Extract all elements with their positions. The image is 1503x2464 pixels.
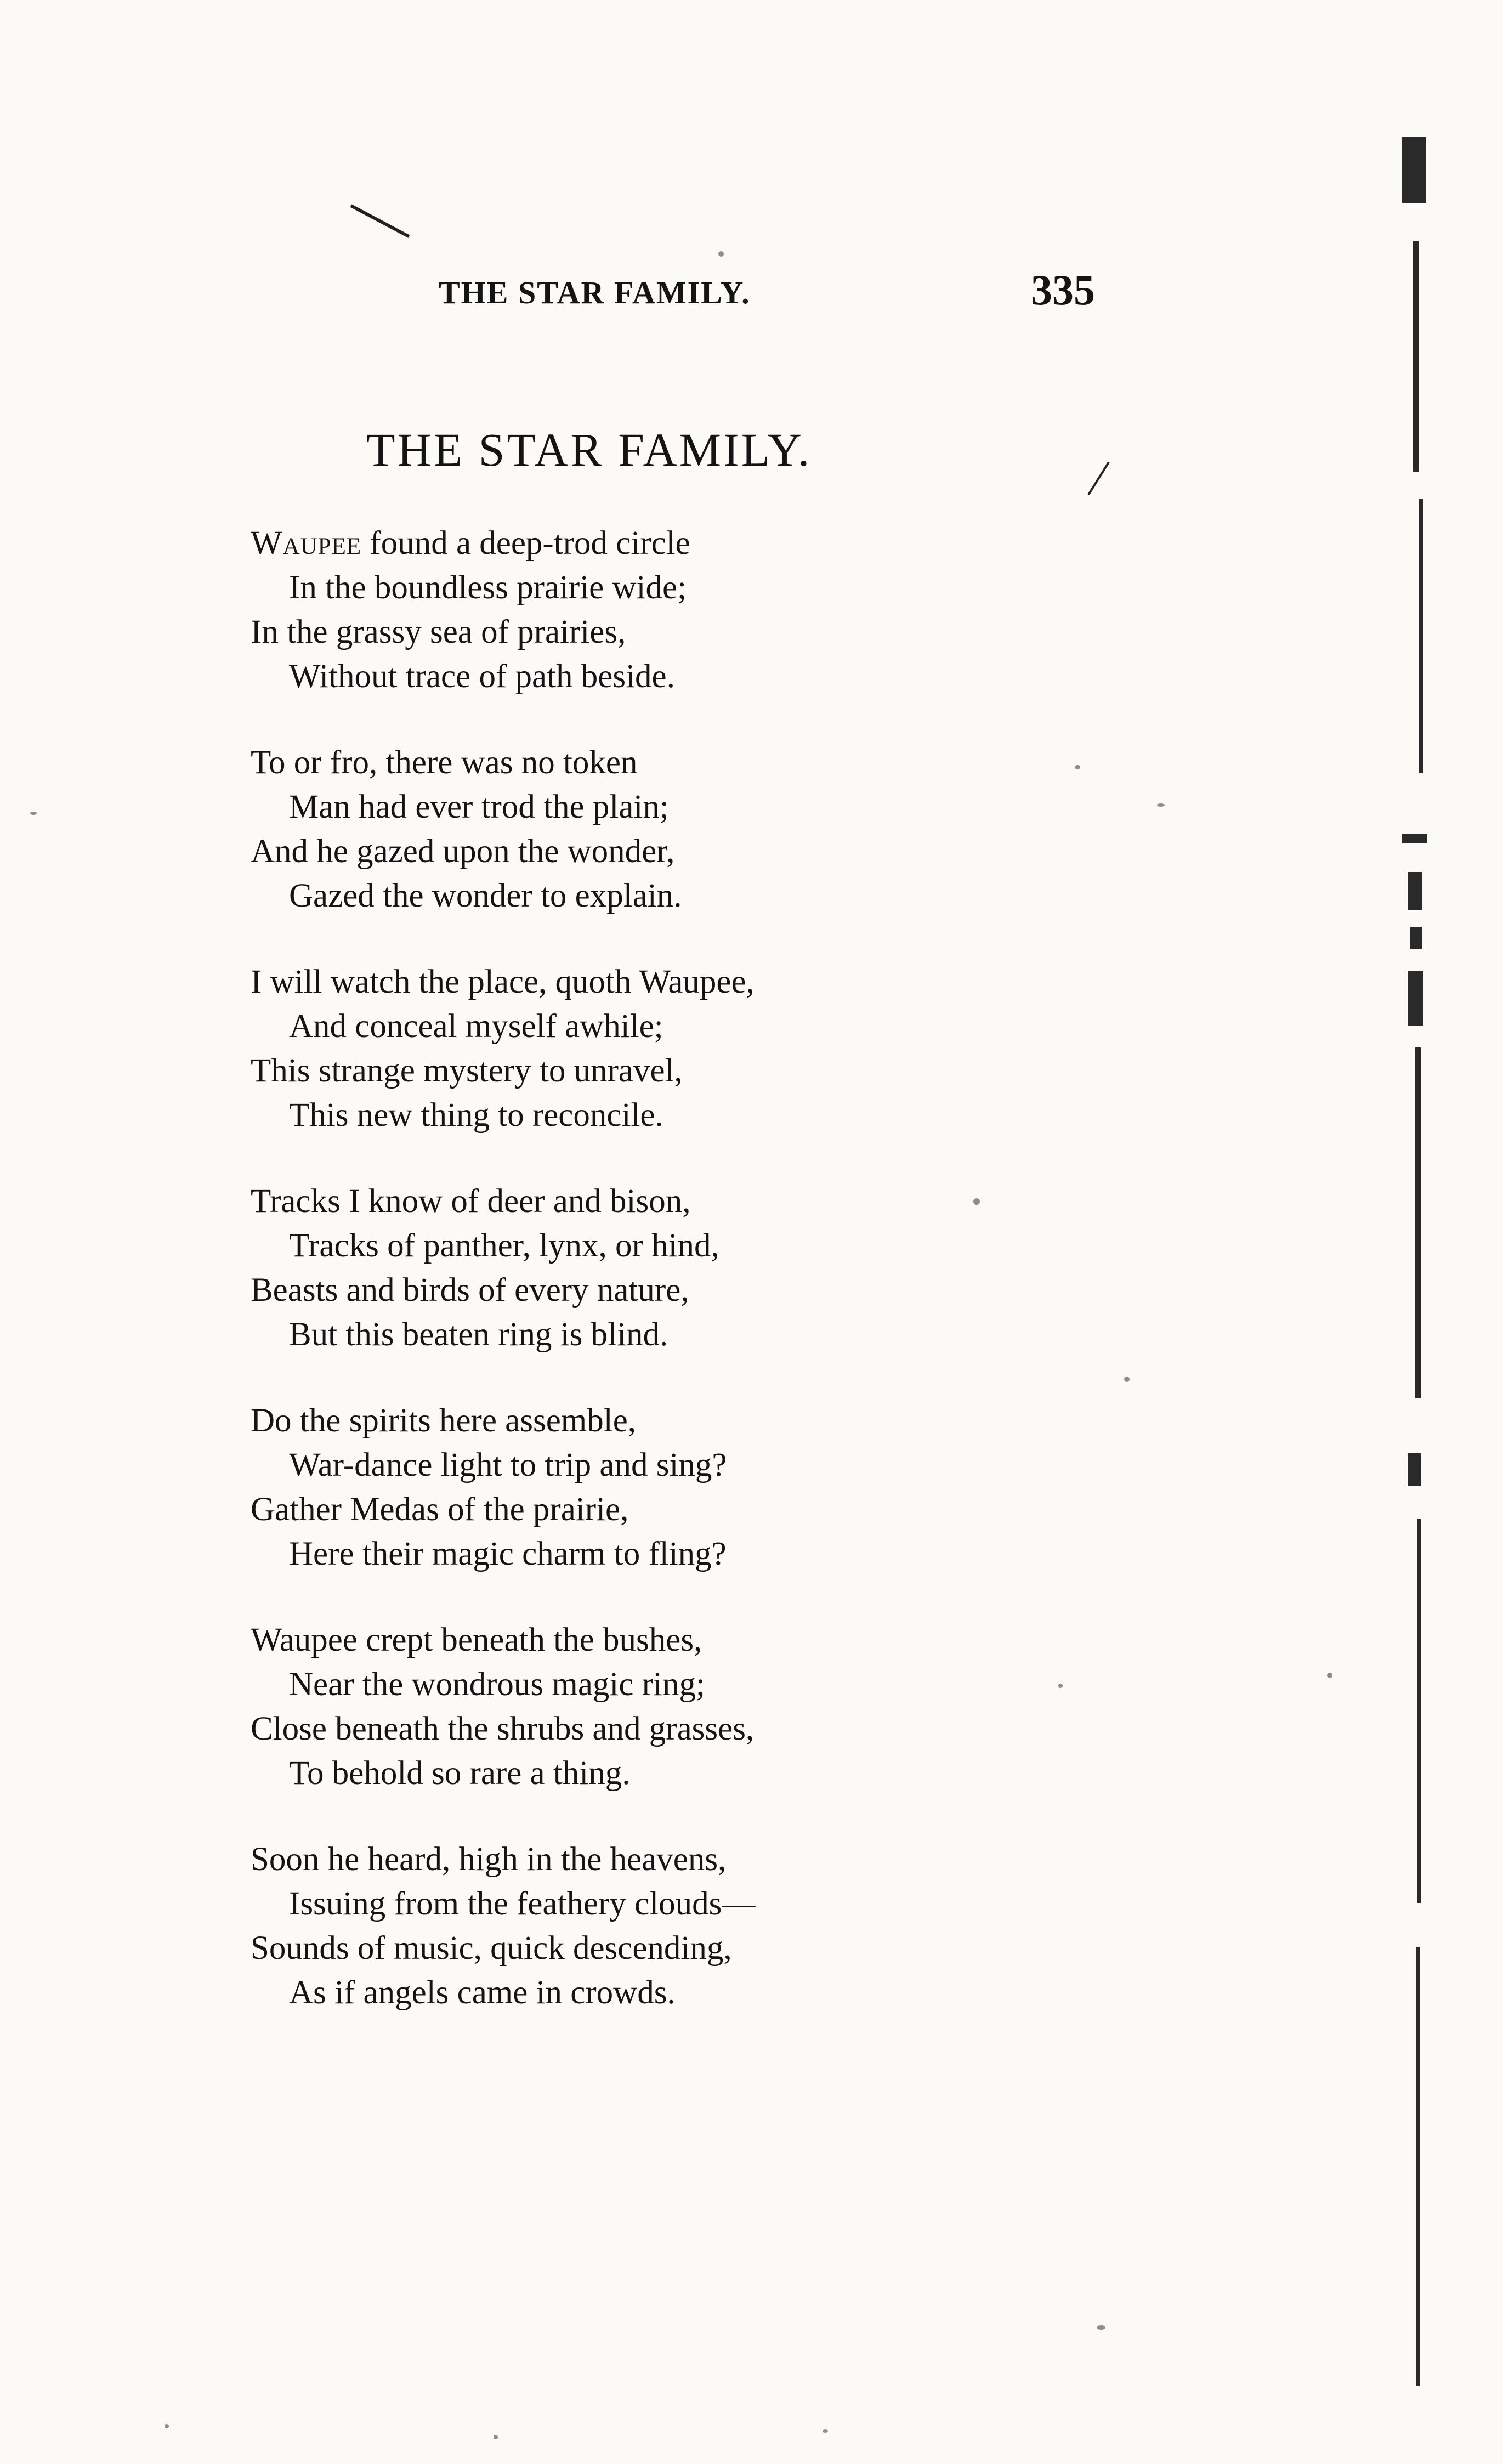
poem-line: And he gazed upon the wonder, xyxy=(251,833,675,870)
stanza xyxy=(251,521,1238,699)
poem-title: THE STAR FAMILY. xyxy=(366,423,812,476)
poem-line: Beasts and birds of every nature, xyxy=(251,1272,689,1309)
poem-line: Man had ever trod the plain; xyxy=(289,789,669,825)
poem-line: Tracks I know of deer and bison, xyxy=(251,1183,691,1220)
poem-line: This strange mystery to unravel, xyxy=(251,1052,683,1089)
poem-line: I will watch the place, quoth Waupee, xyxy=(251,964,755,1000)
speckle xyxy=(1327,1673,1332,1678)
speckle xyxy=(718,251,724,257)
speckle xyxy=(1097,2325,1105,2330)
poem-line: Do the spirits here assemble, xyxy=(251,1402,637,1439)
ink-mark xyxy=(1087,462,1109,495)
poem-line: Close beneath the shrubs and grasses, xyxy=(251,1710,755,1747)
stanza xyxy=(251,1179,1238,1357)
stanza xyxy=(251,1837,1238,2015)
poem-line: This new thing to reconcile. xyxy=(289,1097,663,1134)
poem-line: Without trace of path beside. xyxy=(289,658,675,695)
speckle xyxy=(823,2429,828,2433)
poem-line: Tracks of panther, lynx, or hind, xyxy=(289,1227,719,1264)
stanza xyxy=(251,1618,1238,1795)
poem-line: And conceal myself awhile; xyxy=(289,1008,663,1045)
binding-edge xyxy=(1402,115,1437,2391)
ink-mark xyxy=(350,204,410,238)
poem-line: Waupee crept beneath the bushes, xyxy=(251,1622,702,1658)
poem-line-text: found a deep-trod circle xyxy=(361,525,690,562)
poem-line xyxy=(251,521,1238,565)
poem-line: As if angels came in crowds. xyxy=(289,1974,676,2011)
speckle xyxy=(30,812,37,815)
poem-line: Soon he heard, high in the heavens, xyxy=(251,1841,727,1878)
first-word: Waupee xyxy=(251,525,362,562)
stanza xyxy=(251,960,1238,1137)
poem-line: Sounds of music, quick descending, xyxy=(251,1930,732,1967)
stanza xyxy=(251,740,1238,918)
poem-line: Gazed the wonder to explain. xyxy=(289,877,682,914)
poem-line: But this beaten ring is blind. xyxy=(289,1316,668,1353)
poem-line: Gather Medas of the prairie, xyxy=(251,1491,629,1528)
poem-line: To behold so rare a thing. xyxy=(289,1755,631,1792)
poem-line: In the grassy sea of prairies, xyxy=(251,614,626,650)
poem-line: Here their magic charm to fling? xyxy=(289,1536,727,1572)
poem-body xyxy=(251,521,1238,2057)
poem-line: To or fro, there was no token xyxy=(251,744,638,781)
poem-line: Issuing from the feathery clouds— xyxy=(289,1885,756,1922)
stanza xyxy=(251,1398,1238,1576)
running-head: THE STAR FAMILY. xyxy=(439,275,751,310)
speckle xyxy=(165,2424,169,2428)
poem-line: Near the wondrous magic ring; xyxy=(289,1666,705,1703)
poem-line: War-dance light to trip and sing? xyxy=(289,1447,727,1483)
poem-line: In the boundless prairie wide; xyxy=(289,569,687,606)
speckle xyxy=(494,2435,498,2439)
page-number: 335 xyxy=(1031,266,1095,314)
